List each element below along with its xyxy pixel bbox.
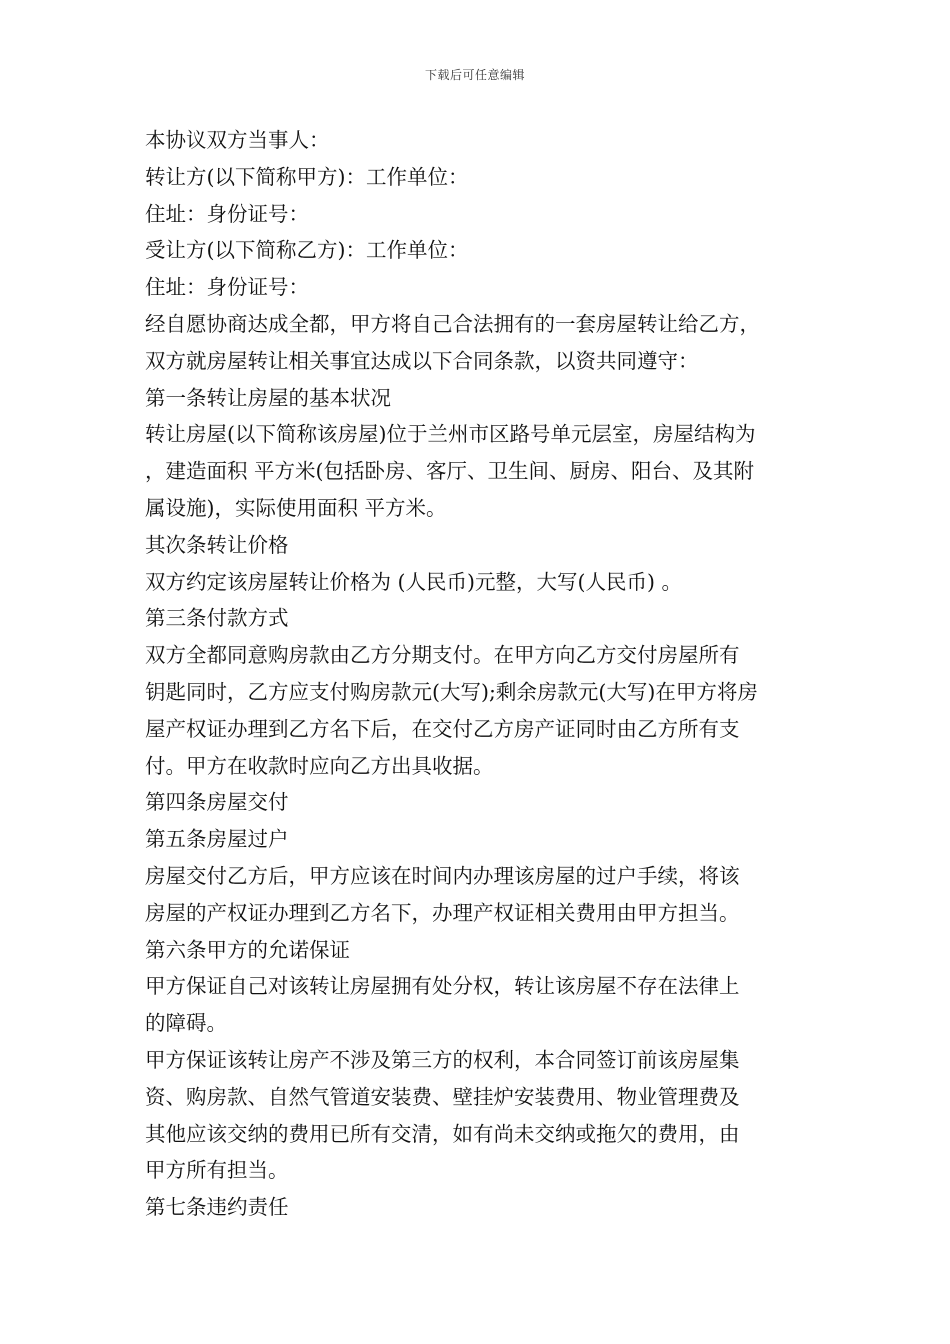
article-3-text-1: 双方全都同意购房款由乙方分期支付。在甲方向乙方交付房屋所有 [145,643,740,668]
page-header: 下载后可任意编辑 [424,68,525,82]
article-4-heading: 第四条房屋交付 [145,790,289,815]
transferee-address-line: 住址：身份证号： [145,275,309,300]
transferor-address-line: 住址：身份证号： [145,201,309,226]
article-6-text-5: 其他应该交纳的费用已所有交清，如有尚未交纳或拖欠的费用，由 [145,1121,740,1146]
document-body [145,122,825,1226]
article-1-text-1: 转让房屋(以下简称该房屋)位于兰州市区路号单元层室，房屋结构为 [145,422,756,447]
article-2-heading: 其次条转让价格 [145,532,289,557]
transferee-line: 受让方(以下简称乙方)：工作单位： [145,238,469,263]
article-6-text-4: 资、购房款、自然气管道安装费、壁挂炉安装费用、物业管理费及 [145,1084,740,1109]
article-5-text-1: 房屋交付乙方后，甲方应该在时间内办理该房屋的过户手续，将该 [145,863,740,888]
preamble-line-2: 双方就房屋转让相关事宜达成以下合同条款，以资共同遵守： [145,348,699,373]
article-5-heading: 第五条房屋过户 [145,827,289,852]
transferor-line: 转让方(以下简称甲方)：工作单位： [145,164,469,189]
article-2-text: 双方约定该房屋转让价格为 (人民币)元整，大写(人民币) 。 [145,569,683,594]
article-5-text-2: 房屋的产权证办理到乙方名下，办理产权证相关费用由甲方担当。 [145,900,740,925]
article-3-text-2: 钥匙同时，乙方应支付购房款元(大写);剩余房款元(大写)在甲方将房 [145,679,758,704]
article-6-heading: 第六条甲方的允诺保证 [145,937,350,962]
article-6-text-1: 甲方保证自己对该转让房屋拥有处分权，转让该房屋不存在法律上 [145,974,740,999]
article-3-text-3: 屋产权证办理到乙方名下后，在交付乙方房产证同时由乙方所有支 [145,716,740,741]
article-6-text-3: 甲方保证该转让房产不涉及第三方的权利，本合同签订前该房屋集 [145,1047,740,1072]
article-3-heading: 第三条付款方式 [145,606,289,631]
article-3-text-4: 付。甲方在收款时应向乙方出具收据。 [145,753,494,778]
preamble-line-1: 经自愿协商达成全都，甲方将自己合法拥有的一套房屋转让给乙方， [145,311,760,336]
article-6-text-2: 的障碍。 [145,1011,227,1036]
article-1-text-2: ，建造面积 平方米(包括卧房、客厅、卫生间、厨房、阳台、及其附 [145,459,755,484]
article-1-text-3: 属设施)，实际使用面积 平方米。 [145,495,447,520]
article-6-text-6: 甲方所有担当。 [145,1158,289,1183]
article-7-heading: 第七条违约责任 [145,1195,289,1220]
article-1-heading: 第一条转让房屋的基本状况 [145,385,391,410]
party-intro-line: 本协议双方当事人： [145,128,330,152]
